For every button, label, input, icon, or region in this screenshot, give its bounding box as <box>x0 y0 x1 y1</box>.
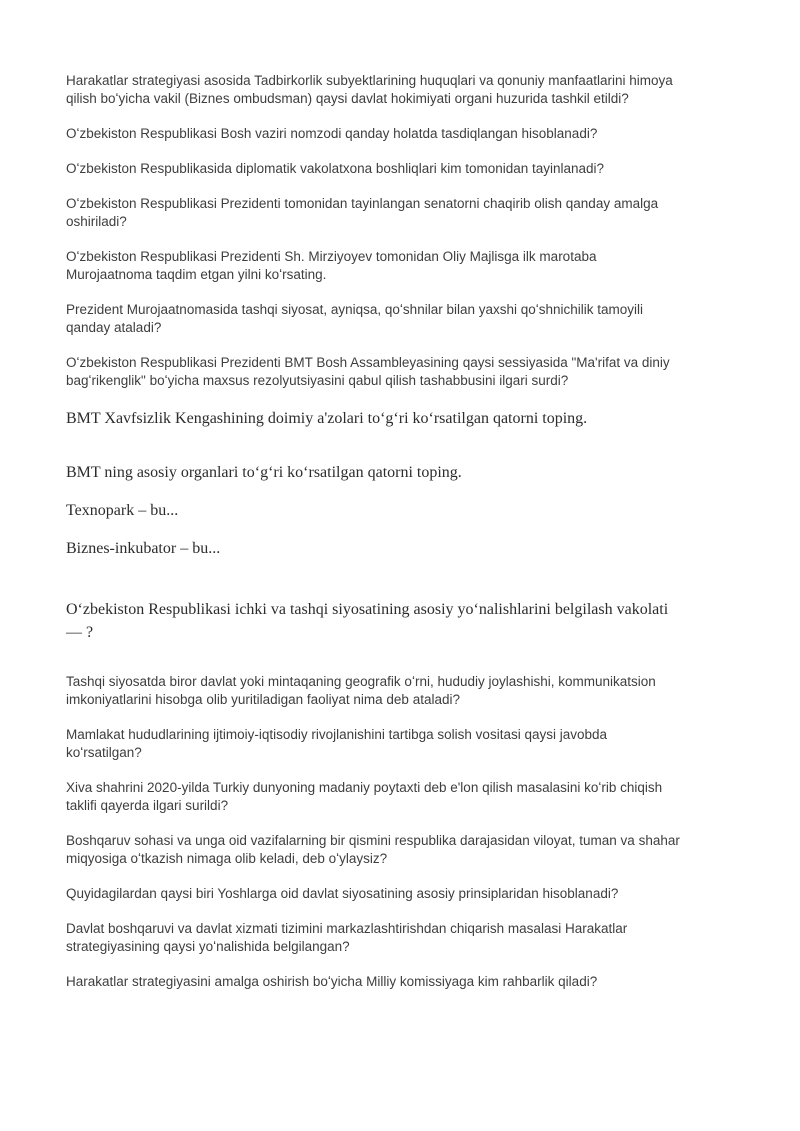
question-paragraph: Oʻzbekiston Respublikasi Prezidenti tomonidan tayinlangan senatorni chaqirib olish qanday amalga oshiriladi? <box>66 196 659 229</box>
question-paragraph: Tashqi siyosatda biror davlat yoki mintaqaning geografik oʻrni, hududiy joylashishi, kommunikatsion imkoniyatlarini hisobga olib yuritiladigan faoliyat nima deb ataladi? <box>66 674 656 707</box>
question-paragraph: Xiva shahrini 2020-yilda Turkiy dunyoning madaniy poytaxti deb e'lon qilish masalasini koʻrib chiqish taklifi qayerda ilgari surildi? <box>66 780 663 813</box>
question-list <box>66 72 758 1008</box>
question-paragraph: Quyidagilardan qaysi biri Yoshlarga oid davlat siyosatining asosiy prinsiplaridan hisoblanadi? <box>66 886 619 901</box>
question-paragraph: Prezident Murojaatnomasida tashqi siyosat, ayniqsa, qoʻshnilar bilan yaxshi qoʻshnichilik tamoyili qanday ataladi? <box>66 302 644 335</box>
blank-line <box>66 445 758 461</box>
question-paragraph: Oʻzbekiston Respublikasi Bosh vaziri nomzodi qanday holatda tasdiqlangan hisoblanadi? <box>66 126 598 141</box>
question-paragraph: Biznes-inkubator – bu... <box>66 540 221 557</box>
blank-line <box>66 575 758 598</box>
question-paragraph: BMT ning asosiy organlari toʻgʻri koʻrsatilgan qatorni toping. <box>66 464 462 481</box>
blank-line <box>66 659 758 673</box>
question-paragraph: BMT Xavfsizlik Kengashining doimiy a'zolari toʻgʻri koʻrsatilgan qatorni toping. <box>66 410 588 427</box>
question-paragraph: Texnopark – bu... <box>66 502 179 519</box>
question-paragraph: Davlat boshqaruvi va davlat xizmati tizimini markazlashtirishdan chiqarish masalasi Harakatlar strategiyasining qaysi yoʻnalishida belgilangan? <box>66 921 628 954</box>
question-paragraph: Mamlakat hududlarining ijtimoiy-iqtisodiy rivojlanishini tartibga solish vositasi qaysi javobda koʻrsatilgan? <box>66 727 608 760</box>
question-paragraph: Oʻzbekiston Respublikasi Prezidenti BMT Bosh Assambleyasining qaysi sessiyasida "Ma'rifat va diniy bagʻrikenglik" boʻyicha maxsus rezolyutsiyasini qabul qilish tashabbusini ilgari surdi? <box>66 355 670 388</box>
question-paragraph: Boshqaruv sohasi va unga oid vazifalarning bir qismini respublika darajasidan viloyat, tuman va shahar miqyosiga oʻtkazish nimaga olib keladi, deb oʻylaysiz? <box>66 833 680 866</box>
question-paragraph: Oʻzbekiston Respublikasi Prezidenti Sh. Mirziyoyev tomonidan Oliy Majlisga ilk marotaba Murojaatnoma taqdim etgan yilni koʻrsating. <box>66 249 597 282</box>
question-paragraph: Harakatlar strategiyasini amalga oshirish boʻyicha Milliy komissiyaga kim rahbarlik qiladi? <box>66 974 598 989</box>
question-paragraph: Harakatlar strategiyasi asosida Tadbirkorlik subyektlarining huquqlari va qonuniy manfaatlarini himoya qilish boʻyicha vakil (Biznes ombudsman) qaysi davlat hokimiyati organi huzurida tashkil etildi? <box>66 73 673 106</box>
question-paragraph: Oʻzbekiston Respublikasi ichki va tashqi siyosatining asosiy yoʻnalishlarini belgilash vakolati — ? <box>66 601 669 641</box>
question-paragraph: Oʻzbekiston Respublikasida diplomatik vakolatxona boshliqlari kim tomonidan tayinlanadi? <box>66 161 605 176</box>
